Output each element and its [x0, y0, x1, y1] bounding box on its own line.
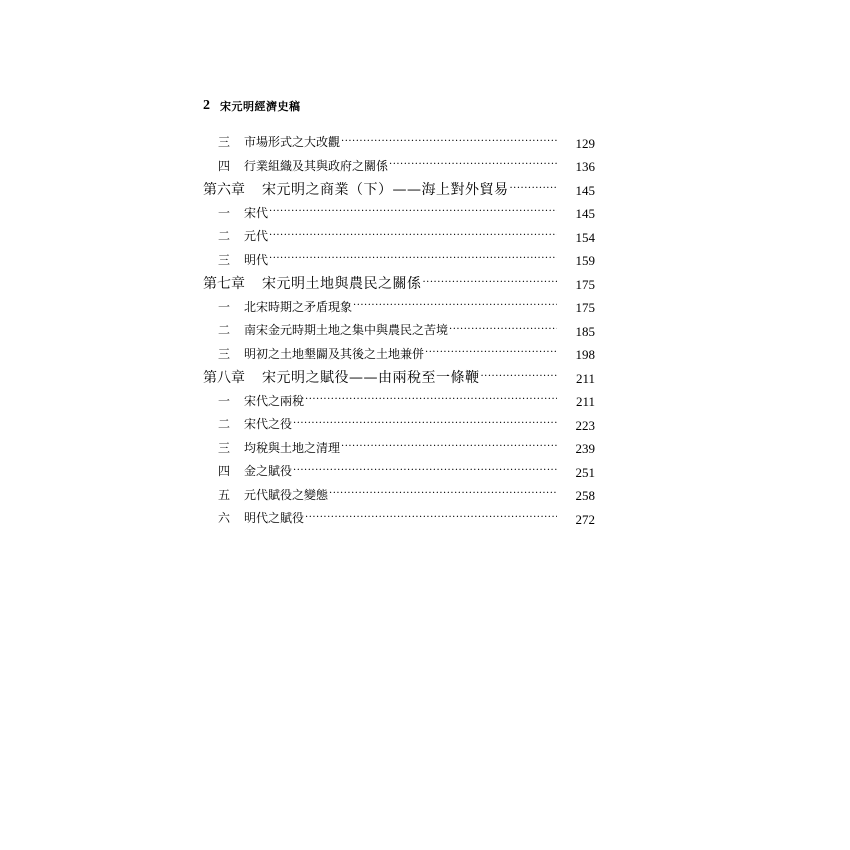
section-number: 二 [217, 323, 230, 338]
toc-section-entry [200, 201, 595, 225]
toc-section-entry [200, 342, 595, 366]
toc-section-entry [200, 130, 595, 154]
dot-leader [269, 207, 557, 217]
chapter-title: 宋元明土地與農民之關係 [262, 275, 422, 292]
page-reference: 136 [575, 159, 595, 175]
section-number: 四 [217, 158, 230, 173]
section-number: 二 [217, 229, 230, 244]
toc-chapter-entry [200, 271, 595, 295]
toc-section-entry [200, 248, 595, 272]
section-title: 宋代 [244, 205, 269, 220]
dot-leader [269, 231, 557, 241]
chapter-title: 宋元明之賦役——由兩稅至一條鞭 [262, 369, 480, 386]
page-reference: 159 [575, 253, 595, 269]
page-reference: 129 [575, 135, 595, 151]
table-of-contents [200, 130, 595, 530]
dot-leader [293, 419, 557, 429]
toc-section-entry [200, 459, 595, 483]
section-number: 四 [217, 464, 230, 479]
dot-leader [329, 489, 557, 499]
section-number: 五 [217, 487, 230, 502]
page-reference: 185 [575, 323, 595, 339]
section-number: 一 [217, 393, 230, 408]
section-number: 一 [217, 205, 230, 220]
chapter-number: 第七章 [203, 275, 245, 292]
page-reference: 272 [575, 511, 595, 527]
section-title: 金之賦役 [244, 464, 293, 479]
section-title: 北宋時期之矛盾現象 [244, 299, 353, 314]
section-title: 市場形式之大改觀 [244, 135, 341, 150]
dot-leader [425, 348, 557, 358]
page-header [203, 96, 301, 116]
dot-leader [269, 254, 557, 264]
page-reference: 175 [575, 276, 595, 292]
toc-section-entry [200, 389, 595, 413]
page-reference: 175 [575, 300, 595, 316]
page-reference: 211 [575, 394, 595, 410]
toc-section-entry [200, 154, 595, 178]
dot-leader [341, 137, 557, 147]
page-reference: 145 [575, 206, 595, 222]
section-title: 明初之土地墾闢及其後之土地兼併 [244, 346, 425, 361]
toc-section-entry [200, 412, 595, 436]
page-reference: 223 [575, 417, 595, 433]
section-title: 元代賦役之變態 [244, 487, 329, 502]
section-number: 一 [217, 299, 230, 314]
section-title: 南宋金元時期土地之集中與農民之苦境 [244, 323, 449, 338]
page-reference: 198 [575, 347, 595, 363]
section-number: 二 [217, 417, 230, 432]
dot-leader [389, 160, 557, 170]
section-title: 明代之賦役 [244, 511, 305, 526]
dot-leader [449, 325, 557, 335]
section-number: 三 [217, 440, 230, 455]
dot-leader [305, 513, 557, 523]
page-reference: 251 [575, 464, 595, 480]
dot-leader [353, 301, 557, 311]
dot-leader [341, 442, 557, 452]
toc-section-entry [200, 506, 595, 530]
section-title: 行業組織及其與政府之關係 [244, 158, 389, 173]
toc-section-entry [200, 318, 595, 342]
toc-section-entry [200, 436, 595, 460]
section-number: 三 [217, 346, 230, 361]
toc-section-entry [200, 483, 595, 507]
dot-leader [305, 395, 557, 405]
dot-leader [481, 372, 558, 382]
section-title: 宋代之役 [244, 417, 293, 432]
section-title: 均稅與土地之清理 [244, 440, 341, 455]
dot-leader [510, 184, 558, 194]
toc-chapter-entry [200, 177, 595, 201]
page-reference: 239 [575, 441, 595, 457]
section-number: 三 [217, 135, 230, 150]
dot-leader [423, 278, 558, 288]
section-number: 六 [217, 511, 230, 526]
page-reference: 145 [575, 182, 595, 198]
section-title: 明代 [244, 252, 269, 267]
section-title: 元代 [244, 229, 269, 244]
toc-section-entry [200, 224, 595, 248]
chapter-title: 宋元明之商業（下）——海上對外貿易 [262, 181, 509, 198]
running-title: 宋元明經濟史稿 [220, 100, 301, 113]
chapter-number: 第六章 [203, 181, 245, 198]
toc-section-entry [200, 295, 595, 319]
dot-leader [293, 466, 557, 476]
page-reference: 258 [575, 488, 595, 504]
section-number: 三 [217, 252, 230, 267]
section-title: 宋代之兩稅 [244, 393, 305, 408]
page-number: 2 [203, 98, 210, 113]
page-reference: 211 [575, 370, 595, 386]
toc-chapter-entry [200, 365, 595, 389]
chapter-number: 第八章 [203, 369, 245, 386]
page-reference: 154 [575, 229, 595, 245]
